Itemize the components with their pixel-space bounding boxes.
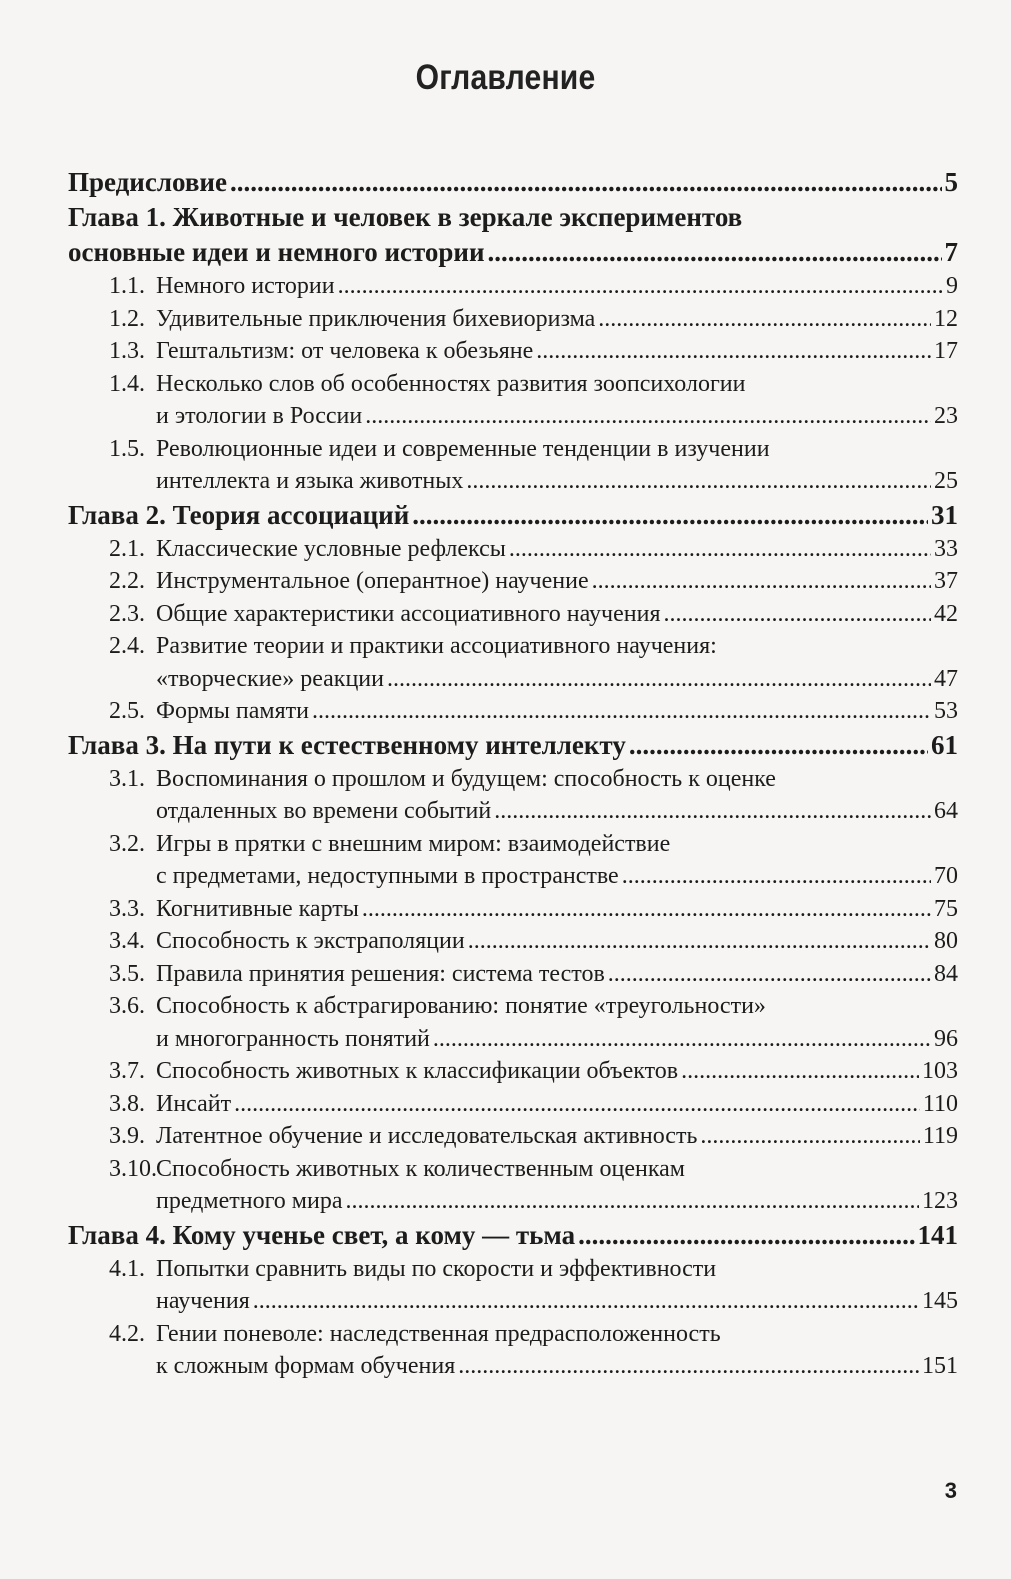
entry-page-number: 7 xyxy=(944,237,958,267)
leader-dots xyxy=(509,533,931,566)
leader-dots xyxy=(608,958,931,991)
section-number: 3.4. xyxy=(109,928,145,954)
entry-page-number: 17 xyxy=(934,338,958,364)
leader-dots xyxy=(362,893,931,926)
entry-page-number: 61 xyxy=(931,729,958,760)
section-number: 3.7. xyxy=(109,1058,145,1084)
toc-entry-line1 xyxy=(109,630,958,663)
leader-dots xyxy=(494,795,931,828)
chapter-title-line xyxy=(68,200,958,235)
entry-title: Инструментальное (оперантное) научение xyxy=(156,568,589,594)
entry-title: Когнитивные карты xyxy=(156,895,359,922)
section-number: 2.3. xyxy=(109,600,145,627)
section-number: 1.3. xyxy=(109,338,145,364)
leader-dots xyxy=(412,498,928,533)
entry-page-number: 110 xyxy=(922,1090,958,1117)
section-number: 2.1. xyxy=(109,535,145,562)
leader-dots xyxy=(230,165,942,200)
entry-page-number: 64 xyxy=(934,798,958,824)
toc-entry xyxy=(109,400,958,433)
leader-dots xyxy=(253,1285,919,1318)
entry-title: «творческие» реакции xyxy=(156,665,384,692)
section-number: 1.2. xyxy=(109,305,145,332)
entry-title: Глава 1. Животные и человек в зеркале экспериментов xyxy=(68,202,743,232)
entry-title: Гении поневоле: наследственная предрасположенность xyxy=(156,1320,721,1347)
entry-title: Удивительные приключения бихевиоризма xyxy=(156,305,596,332)
leader-dots xyxy=(433,1023,931,1056)
entry-page-number: 25 xyxy=(934,468,958,494)
toc-sections-chapter-3 xyxy=(68,763,958,1218)
entry-title: Способность животных к количественным оценкам xyxy=(156,1155,685,1182)
section-number: 2.5. xyxy=(109,698,145,724)
toc-sections-chapter-1 xyxy=(68,270,958,498)
leader-dots xyxy=(466,465,931,498)
entry-page-number: 96 xyxy=(934,1025,958,1052)
section-number: 3.5. xyxy=(109,960,145,987)
entry-title: Воспоминания о прошлом и будущем: способность к оценке xyxy=(156,765,776,792)
toc-chapter-2 xyxy=(68,498,958,533)
entry-title: Игры в прятки с внешним миром: взаимодействие xyxy=(156,830,671,857)
toc-entry xyxy=(109,795,958,828)
section-number: 3.10. xyxy=(109,1155,157,1182)
entry-title: научения xyxy=(156,1288,250,1314)
leader-dots xyxy=(578,1218,914,1253)
toc-entry-line1 xyxy=(109,990,958,1023)
entry-title: интеллекта и языка животных xyxy=(156,468,464,494)
entry-page-number: 151 xyxy=(922,1353,958,1379)
entry-title: Правила принятия решения: система тестов xyxy=(156,960,605,987)
entry-title: Предисловие xyxy=(68,167,227,197)
section-number: 3.8. xyxy=(109,1090,145,1117)
toc-entry xyxy=(109,598,958,631)
section-number: 3.9. xyxy=(109,1123,145,1149)
toc-entry xyxy=(109,565,958,598)
entry-title: Попытки сравнить виды по скорости и эффективности xyxy=(156,1255,717,1282)
section-number: 2.4. xyxy=(109,633,145,659)
leader-dots xyxy=(234,1088,920,1121)
toc-sections-chapter-2 xyxy=(68,533,958,728)
entry-title: Классические условные рефлексы xyxy=(156,535,506,562)
entry-title: Революционные идеи и современные тенденции в изучении xyxy=(156,435,770,462)
entry-page-number: 145 xyxy=(922,1288,958,1314)
toc-entry xyxy=(68,728,958,763)
toc-entry xyxy=(109,270,958,303)
leader-dots xyxy=(536,335,931,368)
toc-entry-line1 xyxy=(109,433,958,466)
toc-entry xyxy=(68,1218,958,1253)
leader-dots xyxy=(346,1185,920,1218)
toc-chapter-3 xyxy=(68,728,958,763)
leader-dots xyxy=(663,598,931,631)
entry-title: предметного мира xyxy=(156,1188,343,1214)
table-of-contents xyxy=(68,165,958,1383)
toc-entry-line1 xyxy=(109,1318,958,1351)
toc-entry-line1 xyxy=(109,1253,958,1286)
section-number: 2.2. xyxy=(109,568,145,594)
toc-chapter-1 xyxy=(68,200,958,270)
page-title: Оглавление xyxy=(415,58,596,97)
entry-title: Глава 2. Теория ассоциаций xyxy=(68,499,410,530)
section-number: 3.1. xyxy=(109,765,145,792)
entry-page-number: 12 xyxy=(934,305,958,332)
toc-entry xyxy=(109,465,958,498)
entry-page-number: 33 xyxy=(934,535,958,562)
leader-dots xyxy=(592,565,931,598)
toc-chapter-4 xyxy=(68,1218,958,1253)
toc-entry xyxy=(109,335,958,368)
entry-title: Глава 4. Кому ученье свет, а кому — тьма xyxy=(68,1219,576,1250)
toc-entry xyxy=(109,1285,958,1318)
section-number: 1.5. xyxy=(109,435,145,462)
entry-page-number: 31 xyxy=(931,499,958,530)
entry-title: Общие характеристики ассоциативного научения xyxy=(156,600,661,627)
entry-title: и многогранность понятий xyxy=(156,1025,430,1052)
leader-dots xyxy=(338,270,943,303)
entry-title: отдаленных во времени событий xyxy=(156,798,492,824)
leader-dots xyxy=(365,400,931,433)
toc-entry xyxy=(68,498,958,533)
section-number: 3.2. xyxy=(109,830,145,857)
entry-page-number: 5 xyxy=(944,167,958,197)
entry-page-number: 9 xyxy=(946,273,958,299)
toc-entry xyxy=(109,1055,958,1088)
entry-title: к сложным формам обучения xyxy=(156,1353,456,1379)
toc-entry xyxy=(109,893,958,926)
toc-entry xyxy=(109,1023,958,1056)
entry-title: Гештальтизм: от человека к обезьяне xyxy=(156,338,534,364)
entry-title: основные идеи и немного истории xyxy=(68,237,485,267)
entry-page-number: 80 xyxy=(934,928,958,954)
leader-dots xyxy=(488,235,942,270)
toc-entry xyxy=(109,663,958,696)
entry-title: с предметами, недоступными в пространстве xyxy=(156,863,619,889)
entry-page-number: 123 xyxy=(922,1188,958,1214)
entry-page-number: 75 xyxy=(934,895,958,922)
entry-page-number: 119 xyxy=(922,1123,958,1149)
toc-entry xyxy=(109,860,958,893)
toc-entry-line1 xyxy=(109,763,958,796)
entry-page-number: 37 xyxy=(934,568,958,594)
leader-dots xyxy=(681,1055,919,1088)
section-number: 1.4. xyxy=(109,370,145,397)
leader-dots xyxy=(622,860,931,893)
entry-title: Способность животных к классификации объектов xyxy=(156,1058,679,1084)
section-number: 1.1. xyxy=(109,273,145,299)
section-number: 4.1. xyxy=(109,1255,145,1282)
toc-entry-line1 xyxy=(109,1153,958,1186)
entry-page-number: 42 xyxy=(934,600,958,627)
toc-entry xyxy=(109,695,958,728)
entry-page-number: 141 xyxy=(917,1219,958,1250)
entry-title: Инсайт xyxy=(156,1090,232,1117)
entry-page-number: 103 xyxy=(922,1058,958,1084)
toc-sections-chapter-4 xyxy=(68,1253,958,1383)
entry-title: Способность к экстраполяции xyxy=(156,928,465,954)
entry-title: Несколько слов об особенностях развития зоопсихологии xyxy=(156,370,746,397)
section-number: 3.3. xyxy=(109,895,145,922)
entry-page-number: 23 xyxy=(934,403,958,429)
leader-dots xyxy=(629,728,928,763)
entry-title: Латентное обучение и исследовательская активность xyxy=(156,1123,698,1149)
toc-entry xyxy=(68,165,958,200)
entry-page-number: 47 xyxy=(934,665,958,692)
toc-entry xyxy=(109,303,958,336)
toc-entry xyxy=(109,958,958,991)
section-number: 4.2. xyxy=(109,1320,145,1347)
toc-entry xyxy=(109,533,958,566)
leader-dots xyxy=(700,1120,920,1153)
page-number: 3 xyxy=(944,1478,957,1503)
entry-title: Формы памяти xyxy=(156,698,309,724)
toc-entry xyxy=(109,1120,958,1153)
entry-page-number: 84 xyxy=(934,960,958,987)
entry-page-number: 70 xyxy=(934,863,958,889)
toc-entry xyxy=(68,235,958,270)
entry-title: Развитие теории и практики ассоциативного научения: xyxy=(156,633,717,659)
toc-entry xyxy=(109,1350,958,1383)
entry-title: Способность к абстрагированию: понятие «треугольности» xyxy=(156,993,766,1019)
toc-entry-line1 xyxy=(109,828,958,861)
entry-page-number: 53 xyxy=(934,698,958,724)
section-number: 3.6. xyxy=(109,993,145,1019)
toc-entry xyxy=(109,925,958,958)
leader-dots xyxy=(387,663,931,696)
entry-title: и этологии в России xyxy=(156,403,363,429)
entry-title: Глава 3. На пути к естественному интеллекту xyxy=(68,729,626,760)
leader-dots xyxy=(468,925,931,958)
leader-dots xyxy=(458,1350,919,1383)
toc-entry xyxy=(109,1088,958,1121)
leader-dots xyxy=(598,303,931,336)
leader-dots xyxy=(312,695,931,728)
toc-preface xyxy=(68,165,958,200)
toc-entry-line1 xyxy=(109,368,958,401)
toc-entry xyxy=(109,1185,958,1218)
entry-title: Немного истории xyxy=(156,273,335,299)
